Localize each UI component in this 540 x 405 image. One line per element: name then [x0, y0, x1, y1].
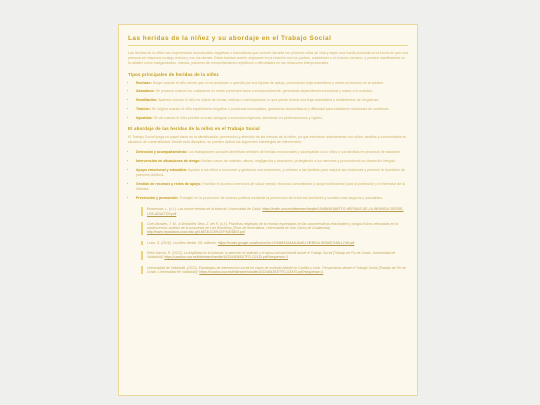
reference-entry — [141, 222, 408, 235]
reference-link[interactable]: http://www.repositorio.usac.edu.gt/16573/1/15%20T%203803.pdf — [147, 230, 245, 235]
list-item-text: Facilitan el acceso a servicios de salud mental, recursos comunitarios y apoyo institucional para la protección y el bienestar de la infancia. — [136, 182, 405, 192]
list-item-term: Rechazo: — [136, 80, 152, 85]
list-item — [136, 168, 408, 178]
reference-link[interactable]: https://uvadoc.uva.es/bitstream/handle/10324/64393/TFG-G3470.pdf?sequence=1 — [199, 269, 324, 274]
reference-text: Lowo, S. (2018). La niñez herida. ISL editores. — [147, 240, 217, 245]
article-title: Las heridas de la niñez y su abordaje en el Trabajo Social — [128, 35, 408, 46]
list-item — [136, 182, 408, 192]
list-item-text: Se da cuando el niño percibe un trato desigual o excesiva exigencia, derivando en perfeccionismo y rigidez. — [152, 115, 323, 120]
list-item — [136, 116, 408, 121]
list-item-text: Ayudan a los niños a reconocer y gestionar sus emociones, y orientan a las familias para mejorar las relaciones y prevenir la repetición de patrones dañinos. — [136, 168, 406, 178]
reference-text: Rielo García, R. (2023). La fragilidad en la infancia: la atención al maltrato y el abuso sexual infantil desde el Trabajo Social [Trabajo de Fin de Grado, Universidad de Valladolid]. — [147, 250, 396, 260]
list-item-term: Gestión de recursos y redes de apoyo: — [136, 182, 202, 186]
reference-entry — [141, 207, 408, 216]
list-item-term: Detección y acompañamiento: — [136, 150, 188, 155]
intro-paragraph: Las heridas de la niñez son experiencias emocionales negativas o traumáticas que ocurren durante los primeros años de vida y dejan una huella profunda en la forma en que una persona se relaciona consigo misma y con los demás. Estas heridas suelen originarse en la relación con los padres, cuidadores o el entorno cercano, y pueden manifestarse en la adultez como inseguridades, miedos, patrones de comportamiento repetitivos o dificultades en las relaciones interpersonales. — [128, 51, 408, 66]
list-item — [136, 196, 408, 201]
strategies-list — [128, 150, 408, 201]
list-item-term: Prevención y promoción: — [136, 196, 179, 200]
reference-text: Coel-Morales, T. M., & Montañez Vera, Z. del R. (s.f.). Prácticas negativas de la crianza expresadas en las características relacionales y rasgos físicos reforzadas en la adolescencia: análisis de la propuesta de Lise Bourbeau [Tesis de licenciatura, Universidad de San Carlos de Guatemala]. — [147, 221, 399, 231]
list-item — [136, 150, 408, 155]
reference-entry — [141, 241, 408, 245]
list-item-text: Se produce cuando los cuidadores no están presentes física o emocionalmente, generando dependencia emocional y miedo a la soledad. — [154, 89, 373, 94]
list-item-term: Intervención en situaciones de riesgo: — [136, 159, 201, 164]
section-heading-social-work: El abordaje de las heridas de la niñez en el Trabajo Social — [128, 126, 260, 131]
list-item-term: Humillación: — [136, 98, 158, 103]
reference-text: Universidad de Valladolid. (2023). Estrategias de intervención social en casos de maltrato infantil en Castilla y León. Perspectivas desde el Trabajo Social [Trabajo de Fin de Grado, Universidad de Valladolid]. — [147, 265, 406, 274]
reference-link[interactable]: https://rodin.uca.es/bitstream/handle/10498/45186/TFG-HERIDAS-DE-LA-INFANCIA-DESDE-LOS-ADULTOS.pdf — [147, 207, 404, 216]
list-item-term: Abandono: — [136, 89, 155, 94]
list-item-text: Actúan casos de maltrato, abuso, negligencia y abandono, protegiendo a los menores y promoviendo su desarrollo integral. — [200, 159, 396, 164]
list-item-term: Traición: — [136, 107, 151, 111]
list-item — [136, 89, 408, 94]
types-list — [128, 81, 408, 121]
section-intro-paragraph: El Trabajo Social juega un papel clave en la identificación, prevención y atención de las heridas de la niñez, ya que interviene directamente con niños, familias y comunidades en situación de vulnerabilidad. Desde esta disciplina, se pueden aplicar las siguientes estrategias de intervención: — [128, 135, 407, 145]
references — [128, 207, 408, 274]
reference-link[interactable]: https://books.google.com/books?id=CKM48X3JAAAJ&AKJ.HERIDA-SEBASTIAN-LOW.pdf — [217, 240, 355, 245]
list-item-text: Los trabajadores sociales identifican señales de heridas emocionales y acompañan a los niños y sus familias en procesos de sanación. — [187, 150, 401, 155]
list-item-term: Injusticia: — [136, 115, 153, 120]
list-item-text: Se origina cuando el niño experimenta engaños o promesas incumplidas, generando desconfianza y dificultad para establecer relaciones de confianza. — [150, 107, 390, 111]
article-page — [118, 24, 418, 396]
reference-entry — [141, 266, 408, 275]
list-item — [136, 81, 408, 86]
list-item-text: Surge cuando el niño siente que no es aceptado o querido por sus figuras de apego, provocando baja autoestima y miedo al rechazo en la adultez. — [151, 80, 385, 85]
reference-link[interactable]: https://uvadoc.uva.es/bitstream/handle/10324/40481/TFG-G2110.pdf?sequence=1 — [164, 255, 289, 260]
list-item-text: Aparece cuando el niño es objeto de burlas, críticas o menosprecios, lo que puede formar una baja autoestima y sentimientos de vergüenza. — [157, 98, 380, 103]
reference-entry — [141, 251, 408, 260]
list-item-text: Trabajan en la promoción de crianza positiva mediante la prevención de entornos familiares y sociales más seguros y saludables. — [178, 196, 384, 200]
list-item-term: Apoyo emocional y educativo: — [136, 168, 188, 172]
list-item — [136, 98, 408, 103]
reference-text: Bordenave, L. (s.f.). Las nueve heridas de la infancia. Universidad de Cádiz. — [147, 207, 262, 212]
list-item — [136, 159, 408, 164]
list-item — [136, 107, 408, 112]
section-heading-types: Tipos principales de heridas de la niñez — [128, 71, 219, 77]
